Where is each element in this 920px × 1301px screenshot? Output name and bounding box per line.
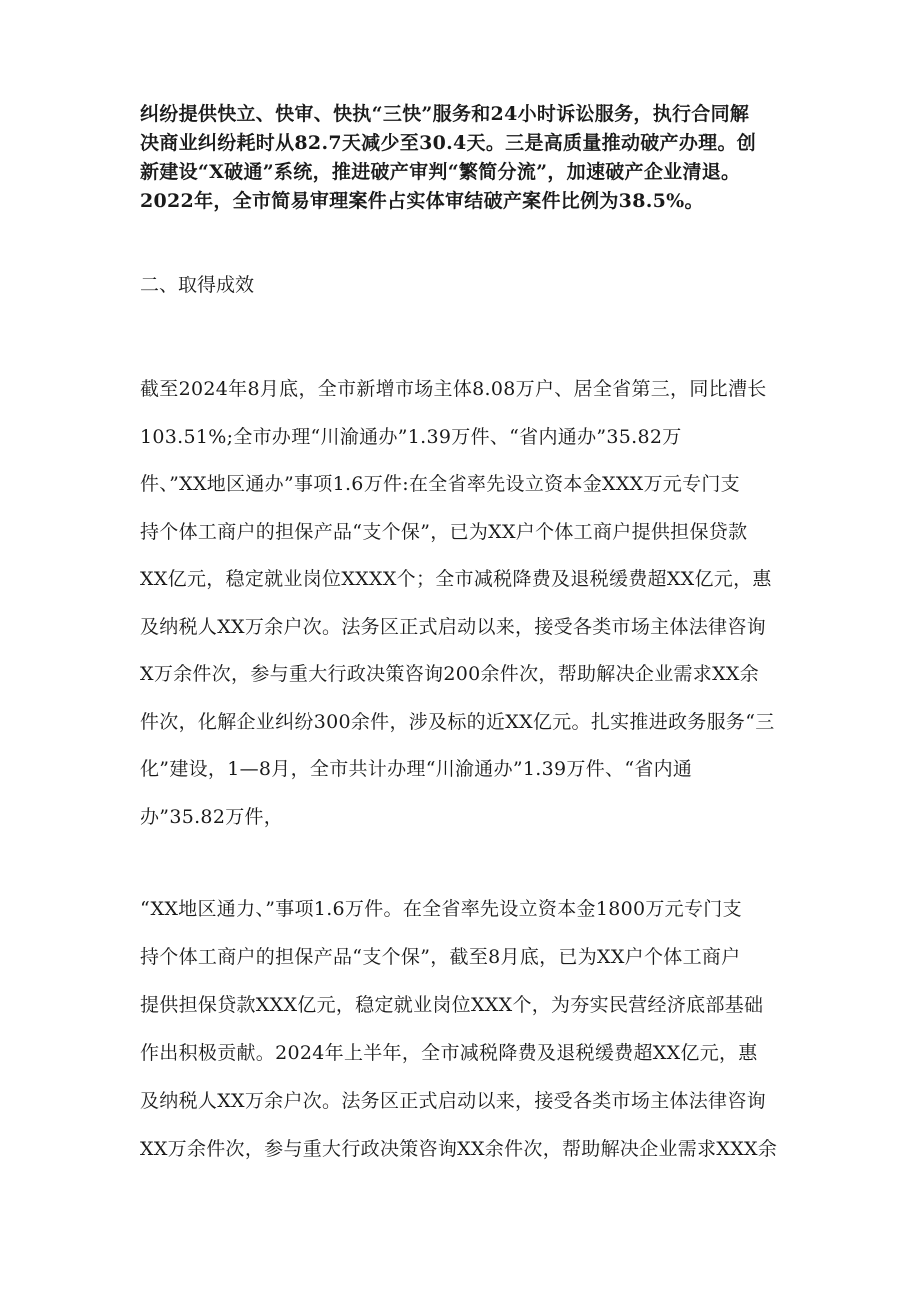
text-line: 化”建设，1—8月，全市共计办理“川渝通办”1.39万件、“省内通 [140,758,693,780]
paragraph-guarantee-products [140,885,800,1173]
text-line: 2022年，全市简易审理案件占实体审结破产案件比例为38.5%。 [140,190,704,212]
text-line: 件次，化解企业纠纷300余件，涉及标的近XX亿元。扎实推进政务服务“三 [140,710,775,733]
text-line: 新建设“X破通”系统，推进破产审判“繁简分流”，加速破产企业清退。 [140,161,741,183]
text-line: 办”35.82万件， [140,805,284,828]
paragraph-achievements [140,366,800,841]
paragraph-dispute-resolution [140,100,800,216]
text-line: 提供担保贷款XXX亿元，稳定就业岗位XXX个，为夯实民营经济底部基础 [140,994,764,1016]
text-line: 纠纷提供快立、快审、快执“三快”服务和24小时诉讼服务，执行合同解 [140,103,750,125]
text-line: 持个体工商户的担保产品“支个保”，截至8月底，已为XX户个体工商户 [140,946,741,968]
text-line: 103.51%;全市办理“川渝通办”1.39万件、“省内通办”35.82万 [140,425,682,448]
text-line: 件、”XX地区通办”事项1.6万件:在全省率先设立资本金XXX万元专门支 [140,473,740,495]
text-line: 决商业纠纷耗时从82.7天减少至30.4天。三是高质量推动破产办理。创 [140,132,757,154]
text-line: 及纳税人XX万余户次。法务区正式启动以来，接受各类市场主体法律咨询 [140,615,766,638]
text-line: 持个体工商户的担保产品“支个保”，已为XX户个体工商户提供担保贷款 [140,520,748,543]
section-heading: 二、取得成效 [140,274,255,296]
text-line: XX万余件次，参与重大行政决策咨询XX余件次，帮助解决企业需求XXX余 [140,1138,778,1160]
text-line: X万余件次，参与重大行政决策咨询200余件次，帮助解决企业需求XX余 [140,663,760,685]
text-line: 作出积极贡献。2024年上半年，全市减税降费及退税缓费超XX亿元，惠 [140,1042,758,1064]
text-line: XX亿元，稳定就业岗位XXXX个；全市减税降费及退税缓费超XX亿元，惠 [140,568,772,590]
text-line: 截至2024年8月底，全市新增市场主体8.08万户、居全省第三，同比漕长 [140,378,767,400]
text-line: “XX地区通力、”事项1.6万件。在全省率先设立资本金1800万元专门支 [140,898,742,920]
text-line: 及纳税人XX万余户次。法务区正式启动以来，接受各类市场主体法律咨询 [140,1090,766,1112]
